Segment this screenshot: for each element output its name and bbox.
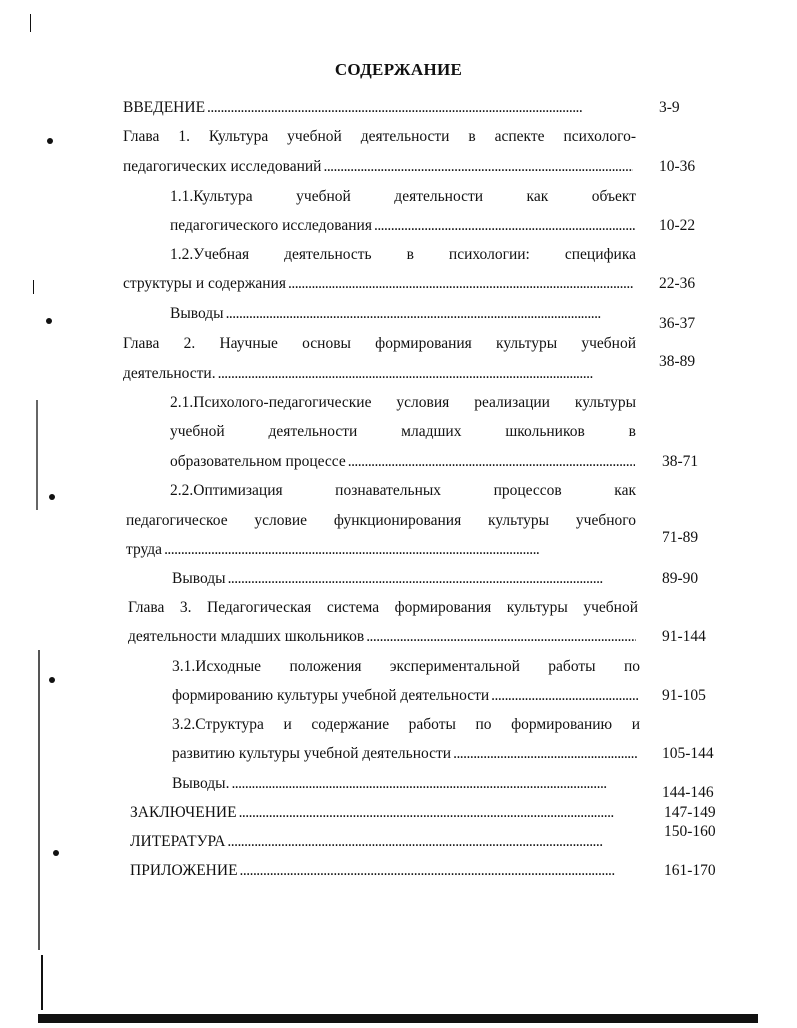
binding-hole-mark	[53, 850, 59, 856]
page-number: 89-90	[662, 570, 699, 587]
binding-hole-mark	[49, 494, 55, 500]
toc-chapter-3-line2: деятельности младших школьников . . .	[128, 627, 636, 647]
scan-mark	[38, 650, 40, 950]
toc-title: СОДЕРЖАНИЕ	[334, 60, 463, 79]
binding-hole-mark	[46, 318, 52, 324]
toc-section-1-1-line2: педагогического исследования . . .	[170, 216, 635, 236]
toc-section-3-2-line2: развитию культуры учебной деятельности . . .	[172, 744, 638, 764]
page-number: 150-160	[664, 823, 716, 840]
page-number: 144-146	[662, 784, 714, 801]
toc-entry-appendix: ПРИЛОЖЕНИЕ . . .	[130, 861, 638, 881]
toc-chapter-1-line1: Глава 1. Культура учебной деятельности в аспекте психолого-	[123, 128, 636, 145]
toc-entry-conclusion: ЗАКЛЮЧЕНИЕ . . .	[130, 803, 638, 823]
toc-section-2-1-line3: образовательном процессе . . .	[170, 452, 635, 472]
binding-hole-mark	[49, 677, 55, 683]
toc-section-1-2-line2: структуры и содержания . . .	[123, 274, 633, 294]
toc-chapter-2-line1: Глава 2. Научные основы формирования культуры учебной	[123, 335, 636, 352]
page-number: 91-105	[662, 687, 706, 704]
page-number: 147-149	[664, 804, 716, 821]
page-number: 10-36	[659, 158, 696, 175]
toc-section-1-2-line1: 1.2.Учебная деятельность в психологии: специфика	[170, 246, 636, 263]
toc-conclusions-ch1: Выводы . . .	[170, 304, 628, 324]
toc-section-2-2-line3: труда . . .	[126, 540, 636, 560]
page-number: 36-37	[659, 315, 696, 332]
page-number: 105-144	[662, 745, 714, 762]
scan-mark	[36, 400, 38, 510]
page-number: 71-89	[662, 529, 699, 546]
toc-entry-literature: ЛИТЕРАТУРА . . .	[130, 832, 640, 852]
toc-section-2-2-line2: педагогическое условие функционирования культуры учебного	[126, 512, 636, 529]
page-number: 91-144	[662, 628, 706, 645]
toc-chapter-3-line1: Глава 3. Педагогическая система формирования культуры учебной	[128, 599, 638, 616]
toc-conclusions-ch3: Выводы. . . .	[172, 774, 638, 794]
page-number: 22-36	[659, 275, 696, 292]
toc-conclusions-ch2: Выводы . . .	[172, 569, 638, 589]
page-number: 10-22	[659, 217, 696, 234]
scan-mark	[41, 955, 43, 1010]
toc-chapter-1-line2: педагогических исследований . . .	[123, 157, 633, 177]
toc-chapter-2-line2: деятельности. . . .	[123, 364, 631, 384]
toc-section-1-1-line1: 1.1.Культура учебной деятельности как объект	[170, 188, 636, 205]
toc-section-2-1-line2: учебной деятельности младших школьников в	[170, 423, 636, 440]
binding-hole-mark	[47, 138, 53, 144]
scan-mark	[33, 280, 34, 294]
page-number: 3-9	[659, 99, 680, 116]
scan-mark	[30, 14, 31, 32]
page-number: 38-89	[659, 353, 696, 370]
toc-section-3-2-line1: 3.2.Структура и содержание работы по формированию и	[172, 716, 640, 733]
page-number: 161-170	[664, 862, 716, 879]
toc-section-3-1-line1: 3.1.Исходные положения экспериментальной работы по	[172, 658, 640, 675]
toc-section-2-1-line1: 2.1.Психолого-педагогические условия реализации культуры	[170, 394, 636, 411]
toc-section-2-2-line1: 2.2.Оптимизация познавательных процессов как	[170, 482, 636, 499]
toc-entry-introduction: ВВЕДЕНИЕ . . .	[123, 98, 633, 118]
page-number: 38-71	[662, 453, 699, 470]
toc-section-3-1-line2: формированию культуры учебной деятельности . . .	[172, 686, 638, 706]
scan-bottom-edge	[38, 1014, 758, 1023]
